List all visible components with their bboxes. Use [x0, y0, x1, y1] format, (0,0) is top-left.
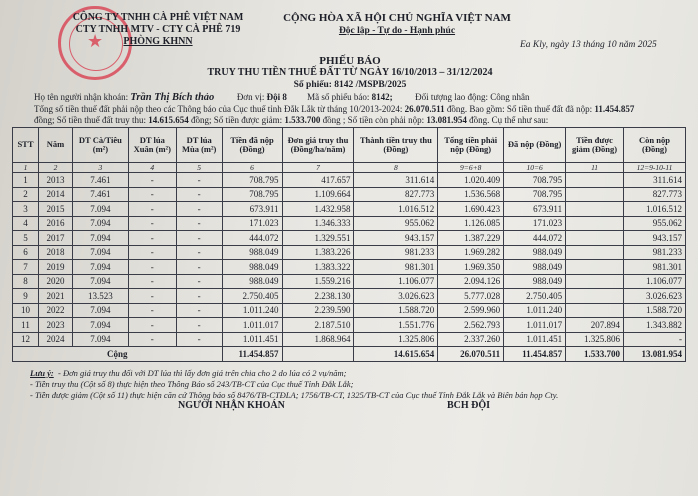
- table-cell: [566, 260, 624, 275]
- table-cell: 1.011.240: [222, 303, 282, 318]
- info-value: 13.081.954: [426, 115, 467, 125]
- info-text: Tổng số tiền thuế đất phải nộp theo các Thông báo của Cục thuế tỉnh Đắk Lắk từ tháng 10/2013-2024:: [34, 104, 403, 114]
- table-cell: 2015: [38, 202, 72, 217]
- table-cell: 2019: [38, 260, 72, 275]
- table-row: [13, 318, 686, 333]
- total-reduced: 1.533.700: [566, 347, 624, 362]
- table-cell: 7.094: [72, 245, 128, 260]
- table-cell: 981.301: [354, 260, 438, 275]
- table-cell: 673.911: [504, 202, 566, 217]
- table-cell: 2.599.960: [438, 303, 504, 318]
- table-cell: 7.094: [72, 260, 128, 275]
- table-cell: 3.026.623: [624, 289, 686, 304]
- document-date: Ea Kly, ngày 13 tháng 10 năm 2025: [520, 40, 657, 50]
- table-cell: 171.023: [504, 216, 566, 231]
- column-index: 4: [128, 163, 176, 173]
- table-row: [13, 187, 686, 202]
- table-cell: 417.657: [282, 173, 354, 188]
- table-cell: 1.690.423: [438, 202, 504, 217]
- table-cell: [566, 303, 624, 318]
- table-cell: 708.795: [222, 173, 282, 188]
- column-header: DT lúa Xuân (m²): [128, 128, 176, 163]
- table-cell: -: [176, 303, 222, 318]
- table-cell: [566, 216, 624, 231]
- table-cell: 827.773: [354, 187, 438, 202]
- table-cell: -: [128, 245, 176, 260]
- column-header: DT lúa Mùa (m²): [176, 128, 222, 163]
- signature-right: BCH ĐỘI: [447, 400, 491, 411]
- table-cell: 13.523: [72, 289, 128, 304]
- table-cell: -: [176, 245, 222, 260]
- table-cell: 1.551.776: [354, 318, 438, 333]
- table-cell: 2.238.130: [282, 289, 354, 304]
- table-cell: 12: [13, 332, 39, 347]
- table-cell: [566, 187, 624, 202]
- info-text: đồng; Số tiền được giảm:: [191, 115, 283, 125]
- unit-value: Đội 8: [266, 92, 287, 102]
- column-header: Tiền đã nộp (Đồng): [222, 128, 282, 163]
- column-header: DT Cà/Tiêu (m²): [72, 128, 128, 163]
- title-line2: TRUY THU TIỀN THUẾ ĐẤT TỪ NGÀY 16/10/2013 – 31/12/2024: [207, 67, 493, 78]
- table-cell: 2020: [38, 274, 72, 289]
- column-index: 3: [72, 163, 128, 173]
- table-cell: 2.094.126: [438, 274, 504, 289]
- table-cell: 988.049: [504, 245, 566, 260]
- table-index-row: [13, 163, 686, 173]
- column-index: 5: [176, 163, 222, 173]
- table-cell: 708.795: [504, 173, 566, 188]
- name-label: Họ tên người nhận khoán:: [34, 92, 129, 102]
- signature-left: NGƯỜI NHẬN KHOÁN: [178, 400, 285, 411]
- table-cell: 1.109.664: [282, 187, 354, 202]
- table-cell: 7.094: [72, 303, 128, 318]
- header-right: [282, 12, 512, 38]
- table-cell: 9: [13, 289, 39, 304]
- info-value: 11.454.857: [594, 104, 635, 114]
- total-label: Cộng: [13, 347, 223, 362]
- table-cell: -: [128, 173, 176, 188]
- notes: [30, 368, 558, 401]
- column-index: 9=6+8: [438, 163, 504, 173]
- table-cell: 1.343.882: [624, 318, 686, 333]
- table-cell: 2.562.793: [438, 318, 504, 333]
- info-line-1: [34, 92, 684, 103]
- table-cell: -: [128, 260, 176, 275]
- table-cell: 943.157: [354, 231, 438, 246]
- unit-label: Đơn vị:: [236, 92, 265, 102]
- table-cell: 1.536.568: [438, 187, 504, 202]
- table-cell: 955.062: [354, 216, 438, 231]
- table-cell: 8: [13, 274, 39, 289]
- table-cell: -: [128, 231, 176, 246]
- column-header: Đã nộp (Đồng): [504, 128, 566, 163]
- column-index: 8: [354, 163, 438, 173]
- info-line-3: [34, 115, 684, 126]
- info-text: đồng ; Số tiền còn phải nộp:: [322, 115, 425, 125]
- title-line3: Số phiếu: 8142 /MSPB/2025: [293, 80, 407, 90]
- table-cell: 444.072: [504, 231, 566, 246]
- table-cell: -: [128, 202, 176, 217]
- table-cell: 1.011.451: [504, 332, 566, 347]
- table-cell: 1.588.720: [624, 303, 686, 318]
- table-cell: -: [176, 173, 222, 188]
- table-cell: 5.777.028: [438, 289, 504, 304]
- table-cell: 1.325.806: [354, 332, 438, 347]
- table-cell: 1.346.333: [282, 216, 354, 231]
- table-row: [13, 216, 686, 231]
- table-cell: 7.094: [72, 202, 128, 217]
- table-header-row: [13, 128, 686, 163]
- table-row: [13, 332, 686, 347]
- table-cell: 7.094: [72, 332, 128, 347]
- column-header: Tổng tiền phải nộp (Đồng): [438, 128, 504, 163]
- table-row: [13, 202, 686, 217]
- notes-label: Lưu ý:: [30, 368, 54, 378]
- name-value: Trần Thị Bích thảo: [130, 92, 215, 103]
- column-index: 2: [38, 163, 72, 173]
- table-cell: 981.233: [624, 245, 686, 260]
- table-cell: -: [128, 318, 176, 333]
- total-paid: 11.454.857: [222, 347, 282, 362]
- table-cell: 1.106.077: [354, 274, 438, 289]
- table-total-row: [13, 347, 686, 362]
- note-3: - Tiền được giảm (Cột số 11) thực hiện căn cứ Thông báo số 8476/TB-CTĐLA; 1756/TB-CT, 1325/TB-CT của Cục thuế Tỉnh Đắk Lắk và Biên bản họp Cty.: [30, 390, 559, 400]
- table-cell: -: [128, 274, 176, 289]
- table-cell: 2.337.260: [438, 332, 504, 347]
- table-cell: 981.233: [354, 245, 438, 260]
- column-header: Còn nộp (Đồng): [624, 128, 686, 163]
- table-cell: 1.329.551: [282, 231, 354, 246]
- table-cell: 2.239.590: [282, 303, 354, 318]
- table-cell: 7.094: [72, 274, 128, 289]
- table-cell: 1.016.512: [354, 202, 438, 217]
- table-cell: 988.049: [222, 245, 282, 260]
- code-value: 8142;: [371, 92, 393, 102]
- table-cell: -: [128, 216, 176, 231]
- header-left-line1: CÔNG TY TNHH CÀ PHÊ VIỆT NAM: [72, 12, 244, 23]
- table-row: [13, 274, 686, 289]
- table-cell: 2017: [38, 231, 72, 246]
- table-cell: 1.969.282: [438, 245, 504, 260]
- header-left-line3: PHÒNG KHNN: [123, 36, 193, 47]
- type-label: Đối tượng lao động:: [415, 92, 488, 102]
- table-cell: 7.461: [72, 173, 128, 188]
- table-cell: 7.094: [72, 318, 128, 333]
- note-2: - Tiền truy thu (Cột số 8) thực hiện theo Thông Báo số 243/TB-CT của Cục thuế Tỉnh Đắk Lắk;: [30, 379, 354, 389]
- table-cell: 3.026.623: [354, 289, 438, 304]
- table-cell: 11: [13, 318, 39, 333]
- table-cell: 2022: [38, 303, 72, 318]
- info-value: 26.070.511: [404, 104, 445, 114]
- info-text: đồng; Số tiền thuế đất truy thu:: [34, 115, 146, 125]
- table-cell: 955.062: [624, 216, 686, 231]
- total-remain: 13.081.954: [624, 347, 686, 362]
- table-cell: -: [128, 303, 176, 318]
- table-cell: 981.301: [624, 260, 686, 275]
- header-left: [68, 12, 248, 48]
- table-cell: 311.614: [354, 173, 438, 188]
- table-cell: -: [176, 231, 222, 246]
- table-cell: 1.383.322: [282, 260, 354, 275]
- column-header: STT: [13, 128, 39, 163]
- table-cell: [566, 202, 624, 217]
- table-cell: 1.559.216: [282, 274, 354, 289]
- table-cell: 171.023: [222, 216, 282, 231]
- table-cell: 1.011.240: [504, 303, 566, 318]
- table-row: [13, 173, 686, 188]
- table-cell: 311.614: [624, 173, 686, 188]
- column-header: Tiền được giảm (Đồng): [566, 128, 624, 163]
- table-cell: 7.094: [72, 231, 128, 246]
- table-cell: 2016: [38, 216, 72, 231]
- table-cell: 3: [13, 202, 39, 217]
- table-cell: -: [176, 289, 222, 304]
- code-label: Mã số phiếu báo:: [307, 92, 370, 102]
- table-cell: 207.894: [566, 318, 624, 333]
- header-right-line1: CỘNG HÒA XÃ HỘI CHỦ NGHĨA VIỆT NAM: [283, 12, 511, 24]
- table-cell: 1.325.806: [566, 332, 624, 347]
- table-cell: 988.049: [222, 260, 282, 275]
- column-index: 7: [282, 163, 354, 173]
- column-index: 6: [222, 163, 282, 173]
- header-right-line2: Độc lập - Tự do - Hạnh phúc: [338, 26, 456, 36]
- table-cell: 2.750.405: [222, 289, 282, 304]
- column-index: 10=6: [504, 163, 566, 173]
- table-cell: 943.157: [624, 231, 686, 246]
- seal-star-icon: ★: [87, 31, 104, 51]
- type-value: Công nhân: [490, 92, 530, 102]
- document-title: [150, 55, 550, 91]
- note-1: - Đơn giá truy thu đối với DT lúa thì lấy đơn giá trên chia cho 2 do lúa có 2 vụ/năm;: [58, 368, 347, 378]
- column-index: 11: [566, 163, 624, 173]
- table-cell: 1: [13, 173, 39, 188]
- table-row: [13, 260, 686, 275]
- table-cell: 4: [13, 216, 39, 231]
- total-empty: [282, 347, 354, 362]
- table-cell: 1.011.451: [222, 332, 282, 347]
- table-cell: -: [176, 318, 222, 333]
- total-paid2: 11.454.857: [504, 347, 566, 362]
- table-cell: 7.094: [72, 216, 128, 231]
- table-cell: 988.049: [504, 260, 566, 275]
- column-header: Thành tiền truy thu (Đồng): [354, 128, 438, 163]
- table-cell: 1.387.229: [438, 231, 504, 246]
- table-cell: 1.126.085: [438, 216, 504, 231]
- table-cell: 988.049: [222, 274, 282, 289]
- info-text: đồng. Bao gồm: Số tiền thuế đất đã nộp:: [446, 104, 593, 114]
- info-value: 1.533.700: [284, 115, 321, 125]
- table-cell: -: [624, 332, 686, 347]
- table-cell: 10: [13, 303, 39, 318]
- table-cell: -: [176, 187, 222, 202]
- table-cell: 444.072: [222, 231, 282, 246]
- table-cell: 2021: [38, 289, 72, 304]
- table-cell: 1.868.964: [282, 332, 354, 347]
- table-cell: 2.187.510: [282, 318, 354, 333]
- table-cell: 5: [13, 231, 39, 246]
- table-row: [13, 289, 686, 304]
- table-cell: 2014: [38, 187, 72, 202]
- table-cell: 1.011.017: [504, 318, 566, 333]
- info-value: 14.615.654: [148, 115, 189, 125]
- table-cell: -: [176, 216, 222, 231]
- table-cell: 988.049: [504, 274, 566, 289]
- table-cell: 708.795: [222, 187, 282, 202]
- table-cell: -: [176, 260, 222, 275]
- table-cell: [566, 274, 624, 289]
- table-cell: 827.773: [624, 187, 686, 202]
- table-cell: 1.383.226: [282, 245, 354, 260]
- column-header: Năm: [38, 128, 72, 163]
- table-cell: -: [176, 332, 222, 347]
- table-cell: [566, 173, 624, 188]
- table-cell: 1.588.720: [354, 303, 438, 318]
- title-line1: PHIẾU BÁO: [319, 55, 381, 67]
- table-cell: [566, 289, 624, 304]
- table-cell: 2.750.405: [504, 289, 566, 304]
- table-cell: -: [128, 289, 176, 304]
- table-cell: 1.969.350: [438, 260, 504, 275]
- info-line-2: [34, 104, 684, 115]
- table-cell: [566, 231, 624, 246]
- total-collect: 14.615.654: [354, 347, 438, 362]
- table-cell: 2018: [38, 245, 72, 260]
- table-row: [13, 245, 686, 260]
- table-cell: [566, 245, 624, 260]
- table-cell: 7.461: [72, 187, 128, 202]
- table-cell: 6: [13, 245, 39, 260]
- column-header: Đơn giá truy thu (Đồng/ha/năm): [282, 128, 354, 163]
- table-cell: 1.106.077: [624, 274, 686, 289]
- table-cell: 2: [13, 187, 39, 202]
- table-cell: 2024: [38, 332, 72, 347]
- table-cell: 1.016.512: [624, 202, 686, 217]
- total-sum: 26.070.511: [438, 347, 504, 362]
- table-cell: 7: [13, 260, 39, 275]
- table-cell: 1.432.958: [282, 202, 354, 217]
- table-cell: -: [128, 187, 176, 202]
- column-index: 12=9-10-11: [624, 163, 686, 173]
- table-cell: 1.020.409: [438, 173, 504, 188]
- column-index: 1: [13, 163, 39, 173]
- table-cell: 2023: [38, 318, 72, 333]
- header-left-line2: CTY TNHH MTV - CTY CÀ PHÊ 719: [75, 24, 241, 35]
- table-cell: -: [176, 274, 222, 289]
- table-cell: 2013: [38, 173, 72, 188]
- tax-table: [12, 127, 686, 362]
- info-text: đồng. Cụ thể như sau:: [469, 115, 549, 125]
- table-cell: -: [128, 332, 176, 347]
- table-cell: -: [176, 202, 222, 217]
- table-cell: 708.795: [504, 187, 566, 202]
- table-cell: 1.011.017: [222, 318, 282, 333]
- table-row: [13, 231, 686, 246]
- table-row: [13, 303, 686, 318]
- table-cell: 673.911: [222, 202, 282, 217]
